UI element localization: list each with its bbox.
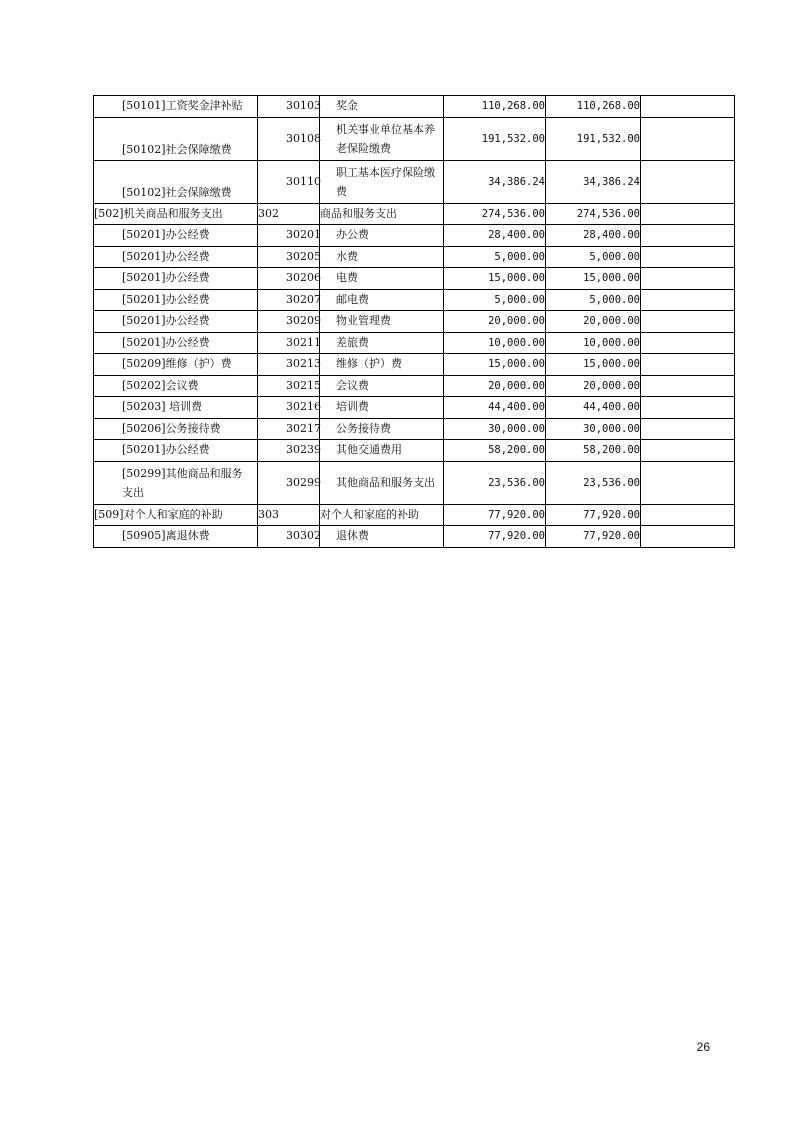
amount-basic-cell: 58,200.00	[546, 440, 641, 462]
amount-total-cell: 110,268.00	[444, 96, 546, 118]
table-row	[94, 354, 735, 376]
func-category-cell: [50209]维修（护）费	[94, 354, 258, 376]
amount-total-cell: 15,000.00	[444, 354, 546, 376]
note-cell	[641, 96, 735, 118]
func-category-cell: [50201]办公经费	[94, 440, 258, 462]
econ-name-cell: 维修（护）费	[320, 354, 444, 376]
amount-basic-cell: 34,386.24	[546, 160, 641, 203]
amount-basic-cell: 20,000.00	[546, 375, 641, 397]
func-category-cell: [50202]会议费	[94, 375, 258, 397]
func-category-cell: [50201]办公经费	[94, 268, 258, 290]
func-category-cell: [502]机关商品和服务支出	[94, 203, 258, 225]
table-row	[94, 504, 735, 526]
econ-name-cell: 职工基本医疗保险缴费	[320, 160, 444, 203]
budget-table	[93, 95, 735, 548]
econ-name-cell: 水费	[320, 246, 444, 268]
econ-name-cell: 办公费	[320, 225, 444, 247]
econ-name-cell: 会议费	[320, 375, 444, 397]
econ-name-cell: 其他交通费用	[320, 440, 444, 462]
econ-code-cell: 30206	[258, 268, 320, 290]
econ-name-cell: 退休费	[320, 526, 444, 548]
note-cell	[641, 311, 735, 333]
econ-name-cell: 其他商品和服务支出	[320, 461, 444, 504]
func-category-cell: [50201]办公经费	[94, 225, 258, 247]
econ-code-cell: 30108	[258, 117, 320, 160]
amount-total-cell: 15,000.00	[444, 268, 546, 290]
table-row	[94, 461, 735, 504]
econ-code-cell: 30302	[258, 526, 320, 548]
amount-basic-cell: 10,000.00	[546, 332, 641, 354]
amount-total-cell: 23,536.00	[444, 461, 546, 504]
table-row	[94, 440, 735, 462]
table-row	[94, 311, 735, 333]
econ-code-cell: 30207	[258, 289, 320, 311]
table-row	[94, 160, 735, 203]
table-row	[94, 397, 735, 419]
econ-name-cell: 公务接待费	[320, 418, 444, 440]
amount-total-cell: 10,000.00	[444, 332, 546, 354]
amount-basic-cell: 110,268.00	[546, 96, 641, 118]
table-row	[94, 268, 735, 290]
note-cell	[641, 225, 735, 247]
amount-basic-cell: 191,532.00	[546, 117, 641, 160]
econ-code-cell: 30239	[258, 440, 320, 462]
amount-total-cell: 77,920.00	[444, 526, 546, 548]
econ-code-cell: 303	[258, 504, 320, 526]
amount-total-cell: 191,532.00	[444, 117, 546, 160]
func-category-cell: [50101]工资奖金津补贴	[94, 96, 258, 118]
econ-code-cell: 30201	[258, 225, 320, 247]
func-category-cell: [50201]办公经费	[94, 246, 258, 268]
econ-code-cell: 30103	[258, 96, 320, 118]
note-cell	[641, 397, 735, 419]
econ-name-cell: 对个人和家庭的补助	[320, 504, 444, 526]
table-row	[94, 375, 735, 397]
func-category-cell: [50102]社会保障缴费	[94, 160, 258, 203]
econ-code-cell: 302	[258, 203, 320, 225]
amount-basic-cell: 28,400.00	[546, 225, 641, 247]
table-row	[94, 203, 735, 225]
note-cell	[641, 375, 735, 397]
func-category-cell: [50905]离退休费	[94, 526, 258, 548]
note-cell	[641, 418, 735, 440]
note-cell	[641, 461, 735, 504]
econ-code-cell: 30211	[258, 332, 320, 354]
func-category-cell: [50206]公务接待费	[94, 418, 258, 440]
func-category-cell: [50201]办公经费	[94, 332, 258, 354]
econ-code-cell: 30110	[258, 160, 320, 203]
amount-basic-cell: 77,920.00	[546, 526, 641, 548]
amount-basic-cell: 274,536.00	[546, 203, 641, 225]
econ-code-cell: 30217	[258, 418, 320, 440]
note-cell	[641, 332, 735, 354]
econ-name-cell: 差旅费	[320, 332, 444, 354]
table-row	[94, 332, 735, 354]
amount-total-cell: 20,000.00	[444, 375, 546, 397]
amount-basic-cell: 5,000.00	[546, 289, 641, 311]
econ-code-cell: 30205	[258, 246, 320, 268]
amount-total-cell: 34,386.24	[444, 160, 546, 203]
amount-basic-cell: 44,400.00	[546, 397, 641, 419]
note-cell	[641, 160, 735, 203]
econ-name-cell: 机关事业单位基本养老保险缴费	[320, 117, 444, 160]
econ-name-cell: 电费	[320, 268, 444, 290]
table-row	[94, 289, 735, 311]
note-cell	[641, 526, 735, 548]
econ-name-cell: 商品和服务支出	[320, 203, 444, 225]
table-row	[94, 225, 735, 247]
econ-code-cell: 30216	[258, 397, 320, 419]
page-number: 26	[696, 1040, 710, 1054]
econ-name-cell: 奖金	[320, 96, 444, 118]
func-category-cell: [50102]社会保障缴费	[94, 117, 258, 160]
amount-total-cell: 5,000.00	[444, 289, 546, 311]
amount-total-cell: 274,536.00	[444, 203, 546, 225]
table-row	[94, 418, 735, 440]
amount-basic-cell: 15,000.00	[546, 268, 641, 290]
func-category-cell: [50299]其他商品和服务支出	[94, 461, 258, 504]
table-row	[94, 526, 735, 548]
amount-total-cell: 5,000.00	[444, 246, 546, 268]
amount-basic-cell: 5,000.00	[546, 246, 641, 268]
table-row	[94, 246, 735, 268]
amount-total-cell: 58,200.00	[444, 440, 546, 462]
func-category-cell: [50203] 培训费	[94, 397, 258, 419]
econ-name-cell: 邮电费	[320, 289, 444, 311]
econ-code-cell: 30213	[258, 354, 320, 376]
econ-name-cell: 物业管理费	[320, 311, 444, 333]
table-row	[94, 117, 735, 160]
amount-total-cell: 77,920.00	[444, 504, 546, 526]
note-cell	[641, 203, 735, 225]
econ-code-cell: 30299	[258, 461, 320, 504]
func-category-cell: [50201]办公经费	[94, 289, 258, 311]
table-row	[94, 96, 735, 118]
amount-basic-cell: 15,000.00	[546, 354, 641, 376]
note-cell	[641, 504, 735, 526]
amount-basic-cell: 77,920.00	[546, 504, 641, 526]
note-cell	[641, 354, 735, 376]
amount-total-cell: 30,000.00	[444, 418, 546, 440]
note-cell	[641, 268, 735, 290]
note-cell	[641, 117, 735, 160]
econ-code-cell: 30209	[258, 311, 320, 333]
note-cell	[641, 246, 735, 268]
amount-total-cell: 20,000.00	[444, 311, 546, 333]
amount-basic-cell: 30,000.00	[546, 418, 641, 440]
amount-total-cell: 44,400.00	[444, 397, 546, 419]
amount-total-cell: 28,400.00	[444, 225, 546, 247]
note-cell	[641, 440, 735, 462]
note-cell	[641, 289, 735, 311]
amount-basic-cell: 20,000.00	[546, 311, 641, 333]
econ-code-cell: 30215	[258, 375, 320, 397]
econ-name-cell: 培训费	[320, 397, 444, 419]
amount-basic-cell: 23,536.00	[546, 461, 641, 504]
func-category-cell: [509]对个人和家庭的补助	[94, 504, 258, 526]
func-category-cell: [50201]办公经费	[94, 311, 258, 333]
